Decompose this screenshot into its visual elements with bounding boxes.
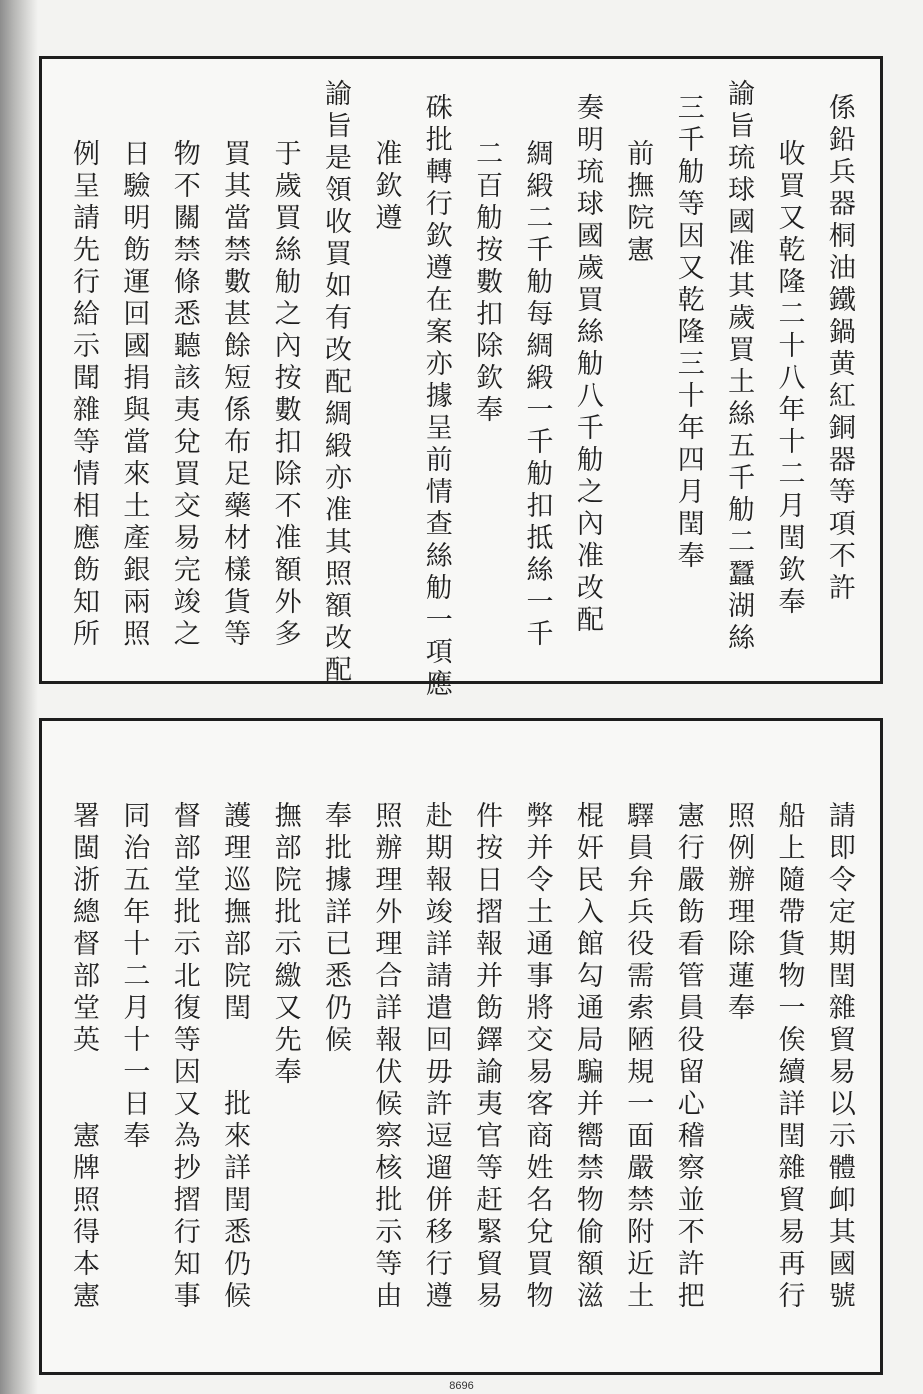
text-column: 收買又乾隆二十八年十二月閏欽奉 bbox=[773, 139, 805, 619]
text-column: 件按日摺報并飭鐸諭夷官等赶緊貿易 bbox=[471, 801, 503, 1313]
text-column: 憲行嚴飭看管員役留心稽察並不許把 bbox=[672, 801, 704, 1313]
text-column: 奉批據詳已悉仍候 bbox=[319, 801, 351, 1057]
text-column: 例呈請先行給示聞雜等情相應飭知所 bbox=[68, 139, 99, 651]
text-column: 三千觔等因又乾隆三十年四月閏奉 bbox=[672, 93, 704, 573]
text-column: 棍奸民入館勾通局騙并嚮禁物偷額滋 bbox=[571, 801, 603, 1313]
text-column: 係鉛兵器桐油鐵鍋黄紅銅器等項不許 bbox=[823, 93, 855, 605]
text-column: 署閩浙總督部堂英 憲牌照得本憲 bbox=[68, 801, 99, 1313]
text-column: 照辦理外理合詳報伏候察核批示等由 bbox=[370, 801, 402, 1313]
text-columns-top bbox=[64, 79, 858, 701]
book-binding-shadow bbox=[0, 0, 38, 1394]
page-number: 8696 bbox=[449, 1380, 474, 1392]
text-column: 諭旨是領收買如有改配綢緞亦准其照額改配 bbox=[319, 79, 351, 687]
text-column: 督部堂批示北復等因又為抄摺行知事 bbox=[168, 801, 200, 1313]
document-panel-bottom bbox=[39, 718, 883, 1375]
text-column: 買其當禁數甚餘短係布足藥材樣貨等 bbox=[219, 139, 251, 651]
text-column: 准欽遵 bbox=[370, 139, 402, 235]
text-column: 赴期報竣詳請遣回毋許逗遛併移行遵 bbox=[420, 801, 452, 1313]
text-column: 諭旨琉球國准其歲買土絲五千觔二蠶湖絲 bbox=[723, 79, 755, 655]
text-column: 綢緞二千觔每綢緞一千觔扣抵絲一千 bbox=[521, 139, 553, 651]
text-column: 前撫院憲 bbox=[622, 139, 654, 267]
text-column: 弊并令土通事將交易客商姓名兌買物 bbox=[521, 801, 553, 1313]
text-column: 護理巡撫部院閏 批來詳閏悉仍候 bbox=[219, 801, 251, 1313]
text-column: 請即令定期閏雜貿易以示體卹其國號 bbox=[823, 801, 855, 1313]
text-column: 船上隨帶貨物一俟續詳閏雜貿易再行 bbox=[773, 801, 805, 1313]
text-column: 同治五年十二月十一日奉 bbox=[118, 801, 150, 1153]
text-column: 于歲買絲觔之內按數扣除不准額外多 bbox=[269, 139, 301, 651]
text-column: 物不關禁條悉聽該夷兌買交易完竣之 bbox=[168, 139, 200, 651]
text-column: 照例辦理除蓮奉 bbox=[723, 801, 755, 1025]
text-columns-bottom bbox=[64, 741, 858, 1356]
document-panel-top bbox=[39, 56, 883, 701]
text-column: 二百觔按數扣除欽奉 bbox=[471, 139, 503, 427]
text-column: 撫部院批示繳又先奉 bbox=[269, 801, 301, 1089]
text-column: 奏明琉球國歲買絲觔八千觔之內准改配 bbox=[571, 93, 603, 637]
text-column: 驛員弁兵役需索陋規一面嚴禁附近土 bbox=[622, 801, 654, 1313]
text-column: 日驗明飭運回國捐與當來土產銀兩照 bbox=[118, 139, 150, 651]
text-column: 硃批轉行欽遵在案亦據呈前情查絲觔一項應 bbox=[420, 93, 452, 701]
